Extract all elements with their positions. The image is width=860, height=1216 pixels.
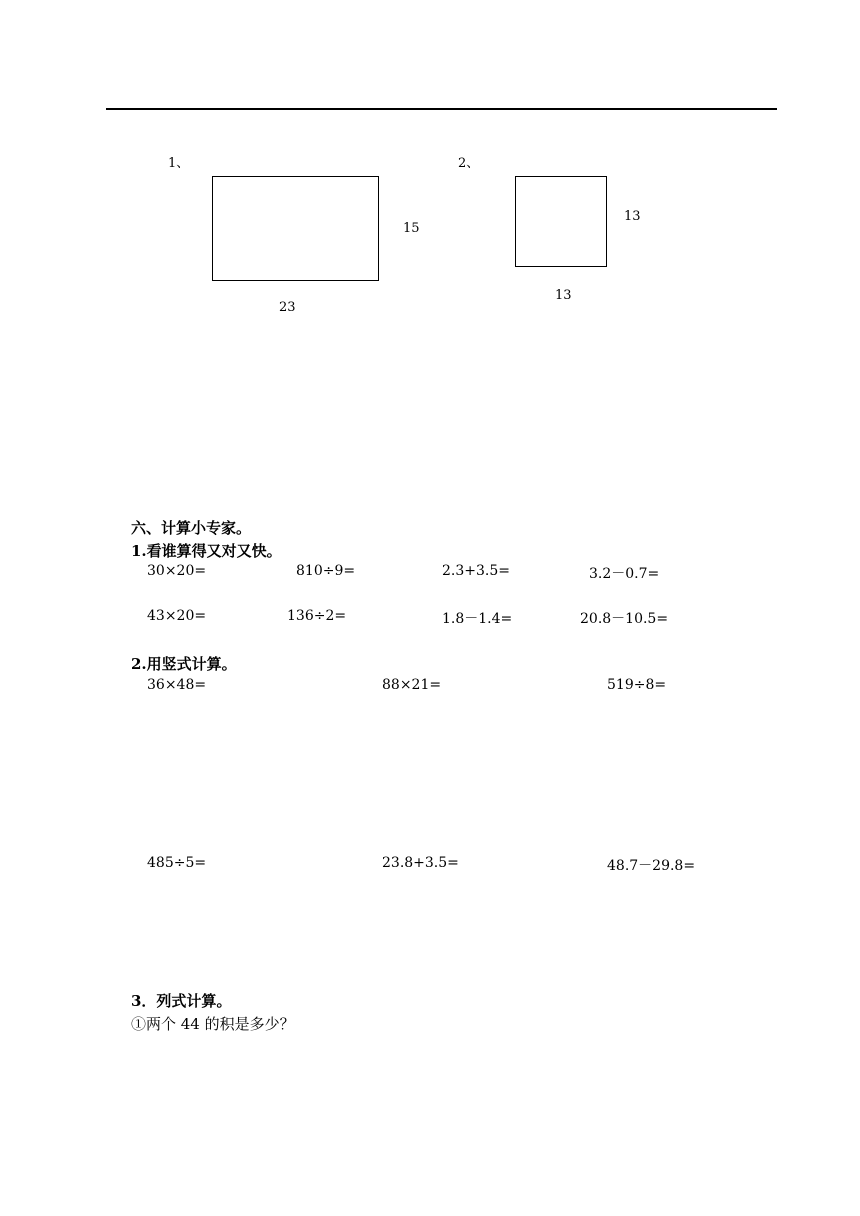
vertical-calc-item: 88×21= <box>382 677 442 693</box>
rectangle-width-label: 23 <box>279 300 296 315</box>
vertical-calc-item: 23.8+3.5= <box>382 855 459 871</box>
oral-calc-item: 810÷9= <box>296 563 356 579</box>
vertical-calc-item: 519÷8= <box>607 677 667 693</box>
header-rule <box>106 108 777 110</box>
oral-calc-item: 43×20= <box>147 608 207 624</box>
square-side-label-right: 13 <box>624 209 641 224</box>
oral-calc-item: 1.8－1.4= <box>442 611 513 627</box>
section-title: 六、计算小专家。 <box>131 519 252 537</box>
part1-title: 1.看谁算得又对又快。 <box>131 542 282 560</box>
vertical-calc-item: 36×48= <box>147 677 207 693</box>
vertical-calc-item: 485÷5= <box>147 855 207 871</box>
oral-calc-item: 30×20= <box>147 563 207 579</box>
square-side-label-bottom: 13 <box>555 288 572 303</box>
figure-2-label: 2、 <box>458 156 480 171</box>
figure-1-label: 1、 <box>168 156 190 171</box>
word-problem-1: ①两个 44 的积是多少？ <box>131 1015 295 1033</box>
oral-calc-item: 2.3+3.5= <box>442 563 510 579</box>
rectangle-height-label: 15 <box>403 221 420 236</box>
part2-title: 2.用竖式计算。 <box>131 655 237 673</box>
oral-calc-item: 3.2－0.7= <box>589 566 660 582</box>
rectangle-shape <box>212 176 379 281</box>
part3-title: 3．列式计算。 <box>131 992 232 1010</box>
oral-calc-item: 136÷2= <box>287 608 347 624</box>
square-shape <box>515 176 607 267</box>
oral-calc-item: 20.8－10.5= <box>580 611 669 627</box>
vertical-calc-item: 48.7－29.8= <box>607 858 696 874</box>
